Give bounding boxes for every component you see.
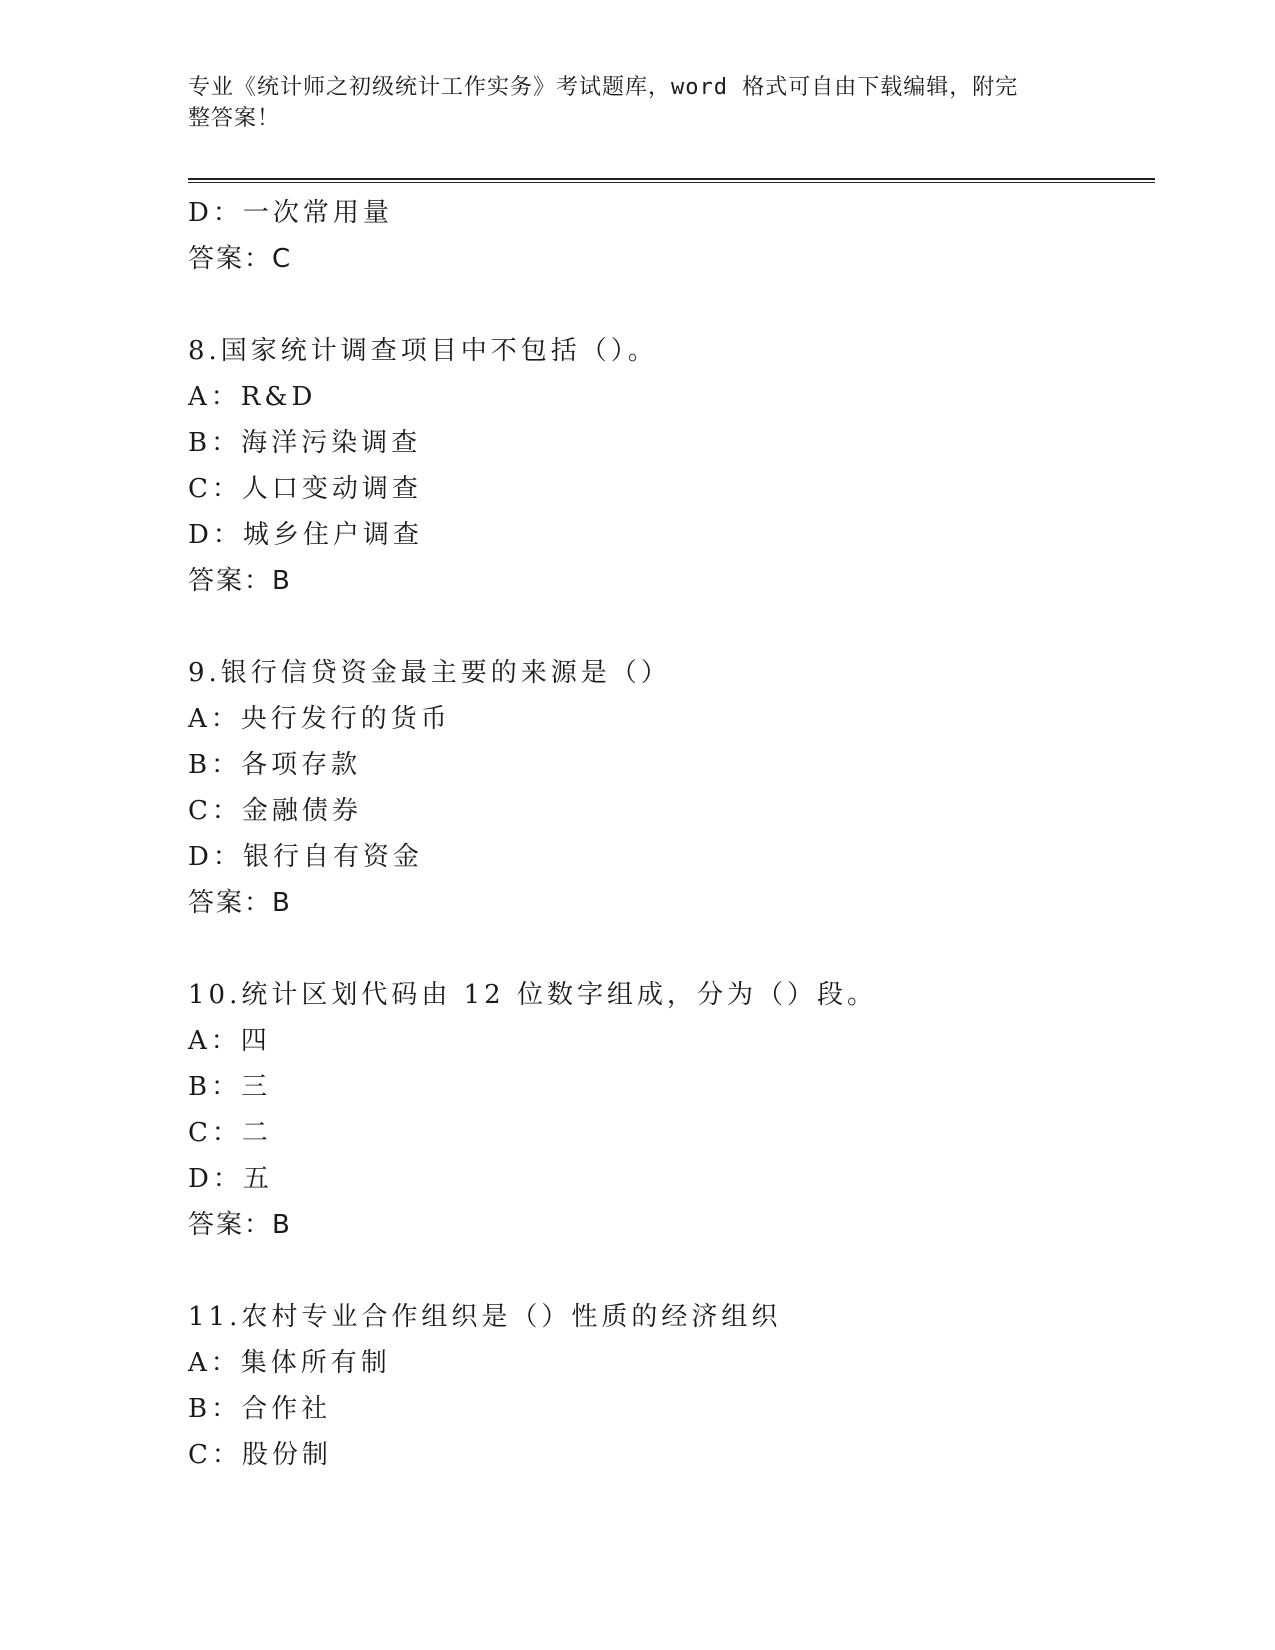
option-c: C：人口变动调查 [188, 474, 422, 504]
option-b: B：各项存款 [188, 750, 362, 780]
option-c: C：二 [188, 1118, 272, 1148]
option-c: C：股份制 [188, 1440, 332, 1470]
answer-line: 答案：B [188, 888, 292, 918]
answer-line: 答案：B [188, 566, 292, 596]
option-d: D：城乡住户调查 [188, 520, 423, 550]
option-b: B：海洋污染调查 [188, 428, 422, 458]
option-a: A：集体所有制 [188, 1348, 391, 1378]
option-b: B：合作社 [188, 1394, 332, 1424]
option-a: A：R&D [188, 382, 317, 412]
question-title: 10.统计区划代码由 12 位数字组成，分为（）段。 [188, 980, 877, 1010]
question-title: 8.国家统计调查项目中不包括（）。 [188, 336, 658, 366]
question-list [188, 190, 1155, 1478]
option-d: D：银行自有资金 [188, 842, 423, 872]
question-title: 11.农村专业合作组织是（）性质的经济组织 [188, 1302, 782, 1332]
option-a: A：四 [188, 1026, 271, 1056]
option-b: B：三 [188, 1072, 272, 1102]
answer-line: 答案：B [188, 1210, 292, 1240]
document-header [188, 72, 1068, 134]
option-d: D：五 [188, 1164, 273, 1194]
answer-line: 答案：C [188, 244, 293, 274]
option-a: A：央行发行的货币 [188, 704, 451, 734]
option-c: C：金融债券 [188, 796, 362, 826]
question-title: 9.银行信贷资金最主要的来源是（） [188, 658, 671, 688]
header-line-1: 专业《统计师之初级统计工作实务》考试题库，word 格式可自由下载编辑，附完 [188, 75, 1019, 100]
header-line-2: 整答案！ [188, 106, 281, 131]
header-divider [188, 178, 1155, 183]
option-d: D：一次常用量 [188, 198, 393, 228]
